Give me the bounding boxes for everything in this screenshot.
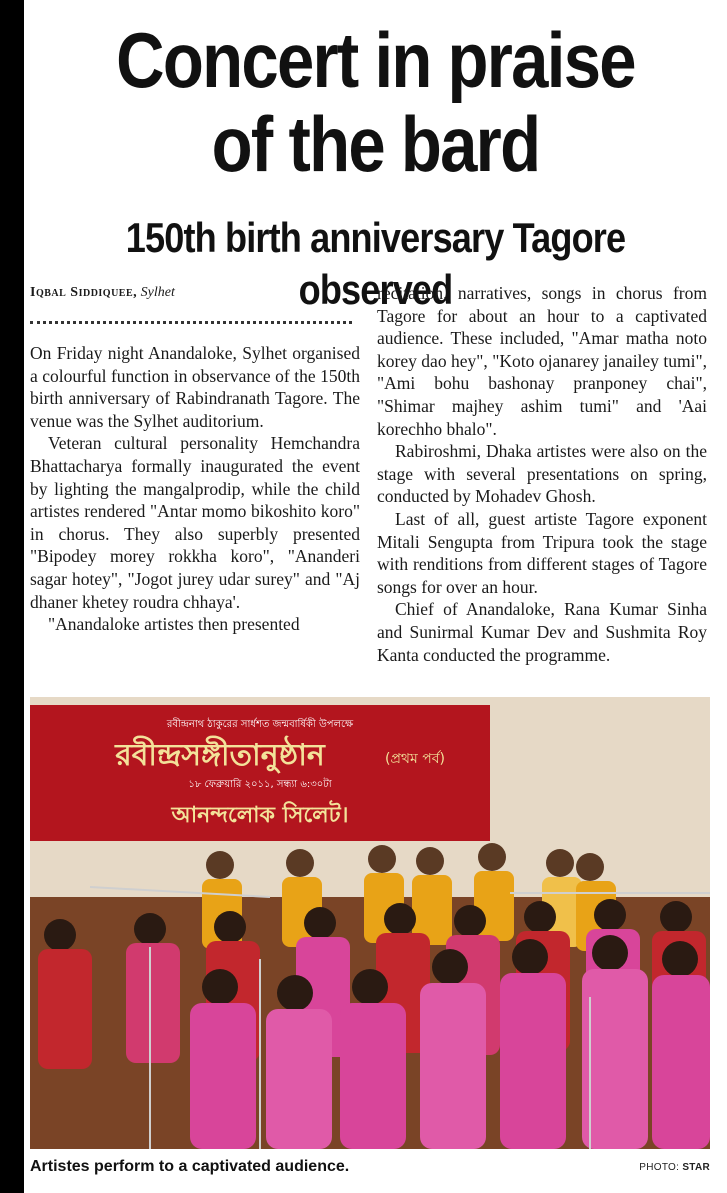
photo-caption: Artistes perform to a captivated audience. (30, 1158, 350, 1175)
concert-photo-illustration (30, 697, 710, 1149)
banner-org-text: আনন্দলোক সিলেট। (171, 803, 349, 828)
byline-location: Sylhet (140, 285, 175, 300)
paragraph: Rabiroshmi, Dhaka artistes were also on the stage with several presentations on spring, conducted by Mohadev Ghosh. (377, 441, 707, 507)
paragraph: "Anandaloke artistes then presented (48, 614, 300, 635)
headline-line-1: Concert in praise (116, 16, 635, 104)
banner-date-text: ১৮ ফেব্রুয়ারি ২০১১, সন্ধ্যা ৬:৩০টা (188, 779, 332, 790)
photo-credit-label: PHOTO: (639, 1162, 680, 1173)
photo-credit-source: STAR (682, 1162, 710, 1173)
paragraph: Veteran cultural personality Hemchandra Bhattacharya formally inaugurated the event by lighting the mangalprodip, while the child artistes rendered "Antar momo bikoshito koro" in chorus. They also superbly presented "Bipodey morey rokkha koro", "Ananderi sagar hotey", "Jogot jurey udar surey" and "Aj dhaner khetey roudra chhaya'. (30, 433, 360, 612)
newspaper-page (24, 0, 727, 1193)
article-column-left (30, 282, 360, 636)
subheadline: 150th birth anniversary Tagore observed (125, 214, 626, 313)
headline-line-2: of the bard (211, 100, 540, 188)
banner-top-text: রবীন্দ্রনাথ ঠাকুরের সার্ধশত জন্মবার্ষিকী উপলক্ষে (166, 719, 354, 730)
byline-divider (30, 310, 352, 324)
banner-main-text: রবীন্দ্রসঙ্গীতানুষ্ঠান (115, 738, 325, 773)
paragraph: Last of all, guest artiste Tagore exponent Mitali Sengupta from Tripura took the stage with renditions from different stages of Tagore songs for over an hour. (377, 508, 707, 597)
photo-caption-bar (30, 1158, 710, 1182)
concert-photo (30, 697, 710, 1149)
paragraph: On Friday night Anandaloke, Sylhet organised a colourful function in observance of the 150th birth anniversary of Rabindranath Tagore. The venue was the Sylhet auditorium. (30, 343, 360, 431)
paragraph: Chief of Anandaloke, Rana Kumar Sinha and Sunirmal Kumar Dev and Sushmita Roy Kanta conducted the programme. (377, 599, 707, 665)
byline-author: Iqbal Siddiquee, (30, 285, 138, 300)
banner-sub-text: (প্রথম পর্ব) (385, 751, 445, 767)
article-column-right (377, 282, 707, 666)
paragraph: recitation, narratives, songs in chorus from Tagore for about an hour to a captivated audience. These included, "Amar matha noto korey dao hey", "Koto ojanarey janailey tumi", "Ami bohu bashonay pranponey chai", "Shimar majhey ashim tumi" and 'Aai korechho bhalo". (377, 283, 707, 439)
photo-credit (639, 1162, 710, 1173)
byline (30, 282, 360, 304)
headline (73, 18, 678, 186)
